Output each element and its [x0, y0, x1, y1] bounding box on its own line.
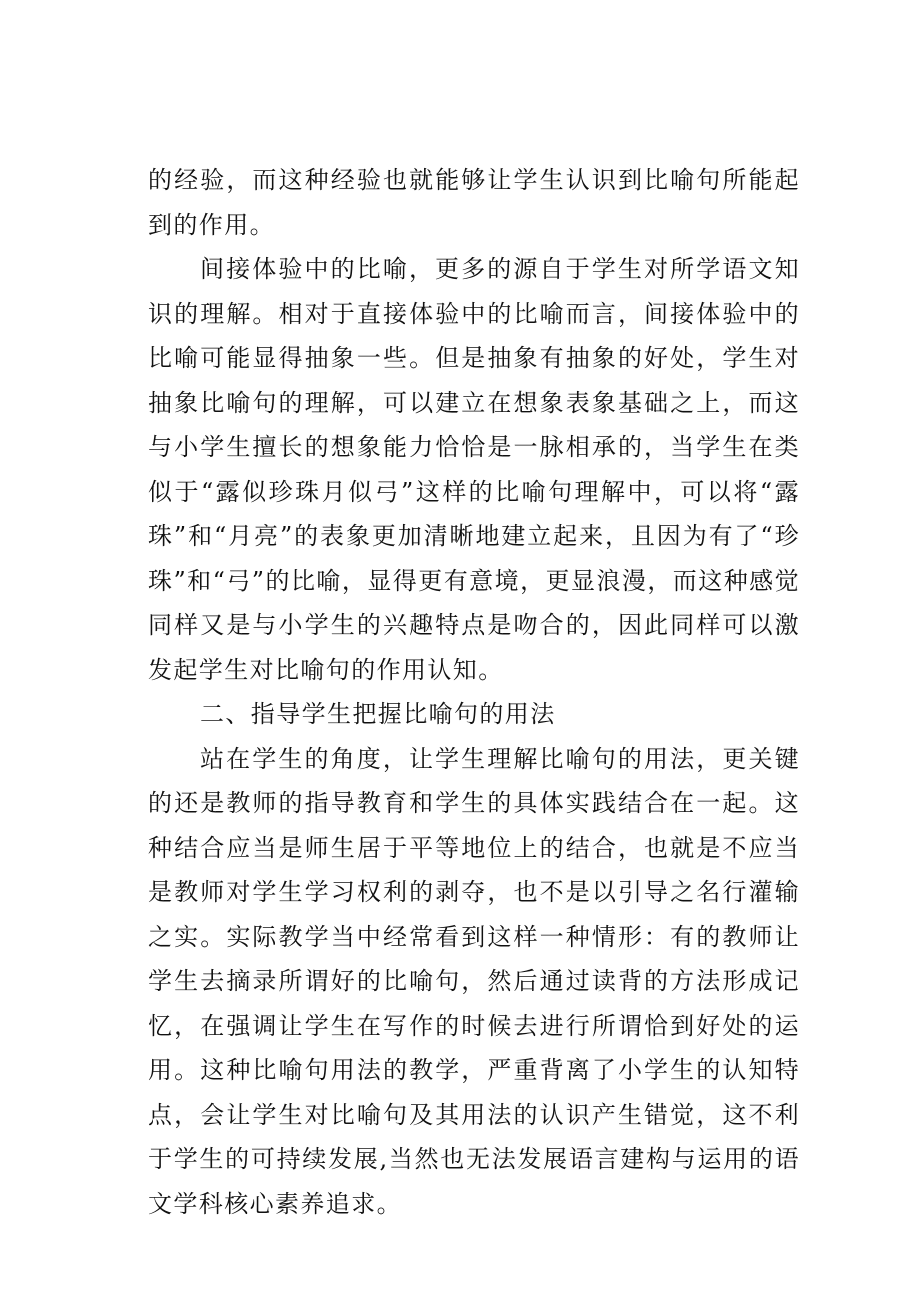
paragraph-indirect-metaphor: 间接体验中的比喻，更多的源自于学生对所学语文知识的理解。相对于直接体验中的比喻而言，间接体验中的比喻可能显得抽象一些。但是抽象有抽象的好处，学生对抽象比喻句的理解，可以建立在想象表象基础之上，而这与小学生擅长的想象能力恰恰是一脉相承的，当学生在类似于“露似珍珠月似弓”这样的比喻句理解中，可以将“露珠”和“月亮”的表象更加清晰地建立起来，且因为有了“珍珠”和“弓”的比喻，显得更有意境，更显浪漫，而这种感觉同样又是与小学生的兴趣特点是吻合的，因此同样可以激发起学生对比喻句的作用认知。 [148, 255, 800, 684]
paragraph-continuation: 的经验，而这种经验也就能够让学生认识到比喻句所能起到的作用。 [148, 166, 800, 239]
section-heading: 二、指导学生把握比喻句的用法 [200, 700, 556, 728]
document-body [148, 158, 800, 1226]
paragraph-usage-guidance: 站在学生的角度，让学生理解比喻句的用法，更关键的还是教师的指导教育和学生的具体实践结合在一起。这种结合应当是师生居于平等地位上的结合，也就是不应当是教师对学生学习权利的剥夺，也不是以引导之名行灌输之实。实际教学当中经常看到这样一种情形：有的教师让学生去摘录所谓好的比喻句，然后通过读背的方法形成记忆，在强调让学生在写作的时候去进行所谓恰到好处的运用。这种比喻句用法的教学，严重背离了小学生的认知特点，会让学生对比喻句及其用法的认识产生错觉，这不利于学生的可持续发展,当然也无法发展语言建构与运用的语文学科核心素养追求。 [148, 744, 800, 1218]
